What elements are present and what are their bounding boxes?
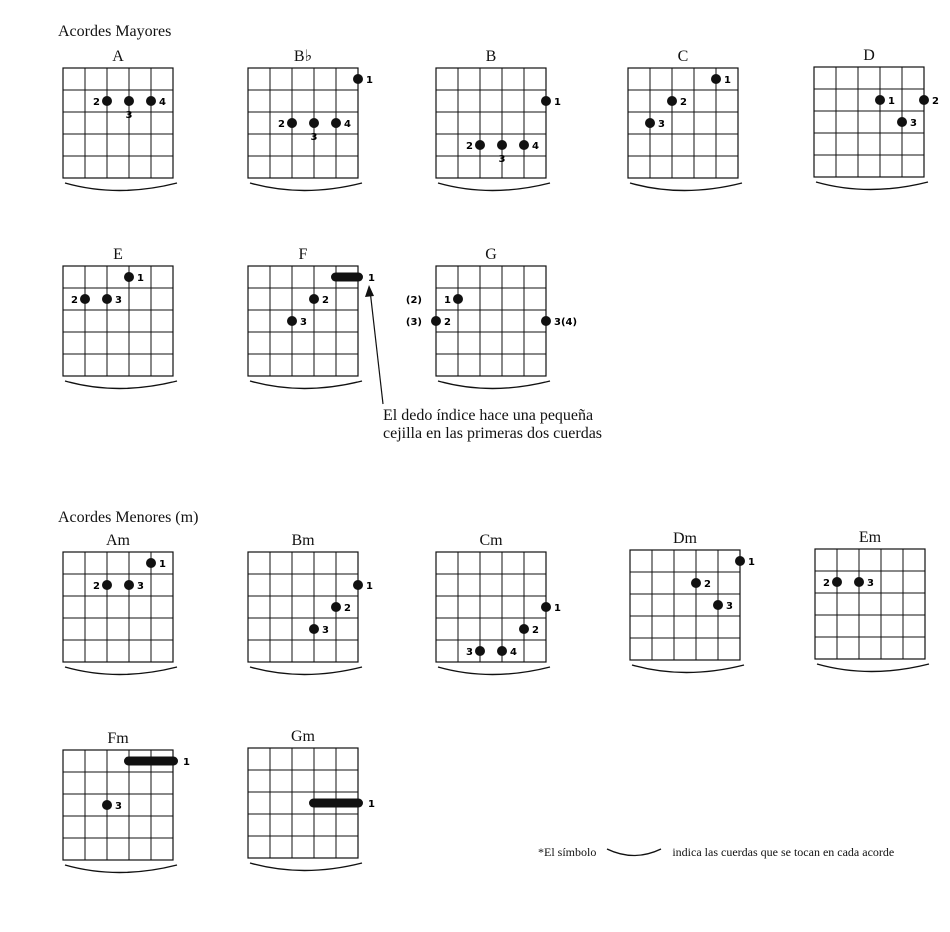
chord-name: C <box>677 48 689 65</box>
finger-dot <box>146 96 156 106</box>
finger-dot <box>124 580 134 590</box>
chord-chart-c <box>628 50 738 200</box>
finger-label: 1 <box>554 97 561 108</box>
footnote <box>538 845 894 860</box>
finger-dot <box>287 316 297 326</box>
played-strings-arc <box>438 667 550 675</box>
fretboard-grid <box>63 68 173 178</box>
finger-label: 2 <box>466 141 473 152</box>
finger-label: 3 <box>867 578 874 589</box>
finger-dot <box>124 96 134 106</box>
finger-dot <box>667 96 677 106</box>
finger-label: 2 <box>93 97 100 108</box>
finger-label: 2 <box>93 581 100 592</box>
alt-finger-label: (2) <box>405 295 422 306</box>
chord-chart-b-flat <box>248 48 373 200</box>
barre-mark <box>124 757 178 766</box>
played-strings-arc <box>250 183 362 191</box>
chord-name: F <box>298 246 308 263</box>
finger-dot <box>353 580 363 590</box>
finger-label: 1 <box>748 557 755 568</box>
chord-name: G <box>485 246 497 263</box>
finger-label: 1 <box>444 295 451 306</box>
finger-dot <box>519 140 529 150</box>
finger-label: 1 <box>724 75 731 86</box>
chord-name: Dm <box>673 530 697 547</box>
chord-chart-b <box>436 48 561 200</box>
finger-label: 2 <box>704 579 711 590</box>
fretboard-grid <box>814 67 924 177</box>
finger-label: 3 <box>466 647 473 658</box>
finger-label: 1 <box>368 273 375 284</box>
played-strings-arc <box>438 183 550 191</box>
chord-chart-fm <box>63 730 190 882</box>
chord-chart-gm <box>248 728 375 880</box>
finger-dot <box>287 118 297 128</box>
finger-dot <box>309 294 319 304</box>
minor-chords-title: Acordes Menores (m) <box>58 509 199 526</box>
finger-dot <box>713 600 723 610</box>
finger-label: 3 <box>300 317 307 328</box>
played-strings-arc <box>438 381 550 389</box>
fretboard-grid <box>436 68 546 178</box>
finger-label: 4 <box>159 97 166 108</box>
barre-note <box>383 407 602 443</box>
chord-chart-e <box>63 248 173 398</box>
chord-name: B <box>485 48 497 65</box>
finger-label: 3(4) <box>554 317 578 328</box>
chord-chart-em <box>815 531 925 681</box>
finger-label: 1 <box>137 273 144 284</box>
finger-label: 4 <box>510 647 517 658</box>
finger-dot <box>102 800 112 810</box>
finger-label: 4 <box>344 119 351 130</box>
chord-chart-f <box>248 246 375 398</box>
played-strings-arc <box>630 183 742 191</box>
finger-dot <box>919 95 929 105</box>
fretboard-grid <box>248 552 358 662</box>
played-strings-arc <box>632 665 744 673</box>
finger-dot <box>331 602 341 612</box>
finger-dot <box>146 558 156 568</box>
finger-dot <box>497 646 507 656</box>
chord-chart-g <box>405 246 578 398</box>
finger-dot <box>431 316 441 326</box>
footnote-after: indica las cuerdas que se tocan en cada acorde <box>672 845 895 859</box>
finger-dot <box>541 96 551 106</box>
finger-label: 3 <box>115 801 122 812</box>
played-strings-arc <box>250 863 362 871</box>
barre-note-line-1: El dedo índice hace una pequeña <box>383 407 594 424</box>
chord-name: Gm <box>291 728 315 745</box>
finger-label: 1 <box>183 757 190 768</box>
finger-label: 4 <box>532 141 539 152</box>
finger-dot <box>854 577 864 587</box>
played-strings-arc-icon <box>605 846 663 860</box>
finger-dot <box>102 96 112 106</box>
finger-dot <box>124 272 134 282</box>
finger-dot <box>832 577 842 587</box>
chord-name: Bm <box>291 532 315 549</box>
finger-label: 2 <box>444 317 451 328</box>
finger-label: 2 <box>532 625 539 636</box>
finger-dot <box>645 118 655 128</box>
finger-dot <box>497 140 507 150</box>
chord-name: A <box>112 48 124 65</box>
finger-dot <box>353 74 363 84</box>
chord-chart-bm <box>248 532 373 684</box>
fretboard-grid <box>248 68 358 178</box>
fretboard-grid <box>63 266 173 376</box>
finger-label: 2 <box>322 295 329 306</box>
fretboard-grid <box>630 550 740 660</box>
alt-finger-label: (3) <box>405 317 422 328</box>
chord-chart-d <box>814 47 939 199</box>
finger-dot <box>711 74 721 84</box>
finger-label: 3 <box>498 154 506 165</box>
played-strings-arc <box>250 667 362 675</box>
finger-dot <box>875 95 885 105</box>
finger-dot <box>453 294 463 304</box>
finger-label: 3 <box>310 132 318 143</box>
chord-chart-cm <box>436 532 561 684</box>
finger-label: 3 <box>910 118 917 129</box>
finger-label: 2 <box>680 97 687 108</box>
finger-dot <box>309 624 319 634</box>
finger-dot <box>309 118 319 128</box>
chord-name: E <box>113 246 123 263</box>
footnote-before: *El símbolo <box>538 845 597 859</box>
finger-dot <box>102 580 112 590</box>
finger-label: 2 <box>823 578 830 589</box>
finger-label: 2 <box>344 603 351 614</box>
finger-label: 1 <box>888 96 895 107</box>
finger-label: 3 <box>125 110 133 121</box>
played-strings-arc <box>65 667 177 675</box>
fretboard-grid <box>63 552 173 662</box>
finger-label: 3 <box>322 625 329 636</box>
fretboard-grid <box>628 68 738 178</box>
finger-label: 2 <box>278 119 285 130</box>
finger-label: 1 <box>366 581 373 592</box>
played-strings-arc <box>65 865 177 873</box>
finger-dot <box>102 294 112 304</box>
fretboard-grid <box>436 552 546 662</box>
chord-chart-a <box>63 50 173 200</box>
barre-mark <box>331 273 363 282</box>
barre-mark <box>309 799 363 808</box>
finger-label: 3 <box>726 601 733 612</box>
fretboard-grid <box>436 266 546 376</box>
finger-label: 1 <box>366 75 373 86</box>
finger-label: 1 <box>159 559 166 570</box>
chord-name: Em <box>858 529 882 546</box>
chord-name: Fm <box>107 730 129 747</box>
fretboard-grid <box>815 549 925 659</box>
finger-dot <box>475 646 485 656</box>
finger-dot <box>735 556 745 566</box>
finger-dot <box>541 602 551 612</box>
chord-name: Am <box>106 532 130 549</box>
finger-dot <box>541 316 551 326</box>
major-chords-title: Acordes Mayores <box>58 23 172 40</box>
chord-name: Cm <box>479 532 503 549</box>
finger-dot <box>691 578 701 588</box>
finger-dot <box>897 117 907 127</box>
played-strings-arc <box>817 664 929 672</box>
barre-note-line-2: cejilla en las primeras dos cuerdas <box>383 425 603 442</box>
finger-dot <box>475 140 485 150</box>
finger-dot <box>519 624 529 634</box>
played-strings-arc <box>65 183 177 191</box>
finger-label: 3 <box>115 295 122 306</box>
finger-label: 1 <box>554 603 561 614</box>
played-strings-arc <box>250 381 362 389</box>
played-strings-arc <box>816 182 928 190</box>
finger-dot <box>80 294 90 304</box>
finger-label: 3 <box>137 581 144 592</box>
chord-chart-am <box>63 534 173 684</box>
chord-name: B♭ <box>293 48 313 65</box>
finger-dot <box>331 118 341 128</box>
chord-name: D <box>863 47 875 64</box>
chord-chart-dm <box>630 530 755 682</box>
finger-label: 2 <box>932 96 939 107</box>
finger-label: 1 <box>368 799 375 810</box>
finger-label: 2 <box>71 295 78 306</box>
played-strings-arc <box>65 381 177 389</box>
finger-label: 3 <box>658 119 665 130</box>
